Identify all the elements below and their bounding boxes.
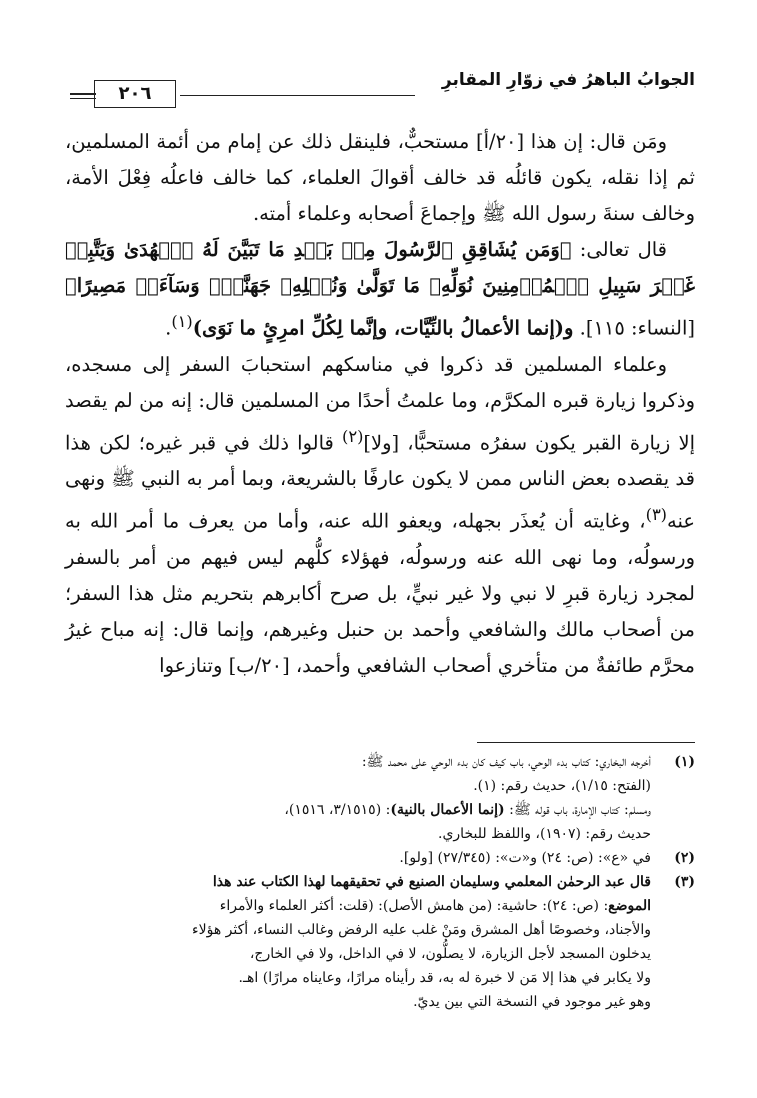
fn3-line-6: وهو غير موجود في النسخة التي بين يديّ. xyxy=(413,994,651,1010)
p1-line-2: المسلمين، ثم إذا نقله، يكون قائلُه قد خالف أقوالَ العلماء، كما خالف xyxy=(65,130,695,189)
fn3-line-2a: الموضع xyxy=(608,898,651,914)
page-header xyxy=(70,70,695,110)
p3-part-a: وعلماء المسلمين قد ذكروا في مناسكهم استحبابَ السفر إلى مسجده، وذكروا زيارة قبره المكرَّم، وما علمتُ أحدًا من المسلمين قال: إنه من لم يقصد إلا زيارة القبر يكون سفرُه مستحبًّا، [ولا] xyxy=(65,352,695,454)
footnote-1-number: (١) xyxy=(674,754,695,770)
p3-part-b: قالوا ذلك في قبر غيره؛ لكن هذا قد يقصده بعض الناس ممن لا يكون عارفًا بالشريعة، وبما أمر به النبي ﷺ ونهى عنه xyxy=(65,431,695,533)
quran-verse: ﴿وَمَن يُشَاقِقِ ٱلرَّسُولَ مِنۢ بَعۡدِ مَا تَبَيَّنَ لَهُ ٱلۡهُدَىٰ وَيَتَّبِعۡ غَيۡرَ سَبِيلِ ٱلۡمُؤۡمِنِينَ نُوَلِّهِۦ مَا تَوَلَّىٰ وَنُصۡلِهِۦ جَهَنَّمَۖ وَسَآءَتۡ مَصِيرًا﴾ xyxy=(65,238,695,297)
fn1-line-3c: : (٣/١٥١٥، ١٥١٦)، xyxy=(284,802,391,818)
footnote-2 xyxy=(65,846,695,870)
paragraph-3 xyxy=(65,347,695,684)
footnote-ref-3[interactable]: (٣) xyxy=(645,505,668,524)
quran-intro: قال تعالى: xyxy=(571,238,667,261)
running-title: الجوابُ الباهرُ في زوّارِ المقابرِ xyxy=(441,70,695,90)
fn1-line-3b: (إنما الأعمال بالنية) xyxy=(390,802,505,818)
footnote-1 xyxy=(65,750,695,798)
main-text xyxy=(65,124,695,684)
footnote-3 xyxy=(65,870,695,1014)
footnote-separator xyxy=(477,742,695,743)
fn3-line-1: قال عبد الرحمٰن المعلمي وسليمان الصنيع في تحقيقهما لهذا الكتاب عند هذا xyxy=(212,874,651,890)
footnote-ref-1[interactable]: (١) xyxy=(171,312,193,331)
fn3-line-3: والأجناد، وخصوصًا أهل المشرق ومَنْ غلب عليه الرفض وغالب النساء، أكثر هؤلاء xyxy=(192,922,651,938)
paragraph-2 xyxy=(65,232,695,347)
fn1-line-4: حديث رقم: (١٩٠٧)، واللفظ للبخاري. xyxy=(438,826,651,842)
footnote-ref-2[interactable]: (٢) xyxy=(341,426,364,446)
p1-line-3: فاعلُه فِعْلَ الأمة، وخالف سنةَ رسول الله ﷺ وإجماعَ أصحابه وعلماء أمته. xyxy=(65,166,695,225)
footnote-2-number: (٢) xyxy=(674,850,695,866)
p2-end: . xyxy=(165,316,172,340)
header-dash-thin xyxy=(70,98,96,99)
fn1-line-1: أخرجه البخاري: كتاب بدء الوحي، باب كيف كان بدء الوحي على محمد ﷺ: xyxy=(361,754,651,770)
hadith-wa: و xyxy=(564,316,574,340)
hadith-text: (إنما الأعمالُ بالنِّيَّات، وإنَّما لِكُلِّ امرِئٍ ما نَوَى) xyxy=(192,316,564,340)
p3-part-c: ، وغايته أن يُعذَر بجهله، ويعفو الله عنه، وأما من يعرف ما أمر الله به ورسولُه، وما نهى الله عنه ورسولُه، فهؤلاء كلُّهم ليس فيهم من أمر بالسفر لمجرد زيارة قبرِ لا نبي ولا غير نبيٍّ، بل صرح أكابرهم بتحريم مثل هذا السفر؛ من أصحاب مالك والشافعي وأحمد بن حنبل وغيرهم، وإنما قال: إنه مباح غيرُ محرَّم طائفةٌ من متأخري أصحاب الشافعي وأحمد، [٢٠/ب] وتنازعوا xyxy=(65,509,695,677)
fn2-text: في «ع»: (ص: ٢٤) و«ت»: (٢٧/٣٤٥) [ولو]. xyxy=(399,850,651,866)
footnote-3-number: (٣) xyxy=(674,874,695,890)
fn1-line-3a: ومسلم: كتاب الإمارة، باب قوله ﷺ: xyxy=(504,802,651,818)
quran-reference: [النساء: ١١٥]. xyxy=(579,316,695,340)
page-number: ٢٠٦ xyxy=(100,80,170,108)
fn3-line-2b: : (ص: ٢٤): حاشية: (من هامش الأصل): (قلت: أكثر العلماء والأمراء xyxy=(219,898,609,914)
footnote-1-continued xyxy=(65,798,695,846)
fn3-line-5: ولا يكابر في هذا إلا مَن لا خبرة له به، قد رأيناه مرارًا، وعايناه مرارًا) اهـ. xyxy=(238,970,651,986)
paragraph-1 xyxy=(65,124,695,232)
p1-line-1: ومَن قال: إن هذا [٢٠/أ] مستحبٌّ، فلينقل ذلك عن إمام من أئمة xyxy=(156,130,667,153)
fn1-line-2: (الفتح: ١/١٥)، حديث رقم: (١). xyxy=(473,778,651,794)
fn3-line-4: يدخلون المسجد لأجل الزيارة، لا يصلُّون، لا في الداخل، ولا في الخارج، xyxy=(249,946,651,962)
header-rule xyxy=(180,95,415,96)
footnotes xyxy=(65,750,695,1014)
header-dash xyxy=(70,93,96,95)
